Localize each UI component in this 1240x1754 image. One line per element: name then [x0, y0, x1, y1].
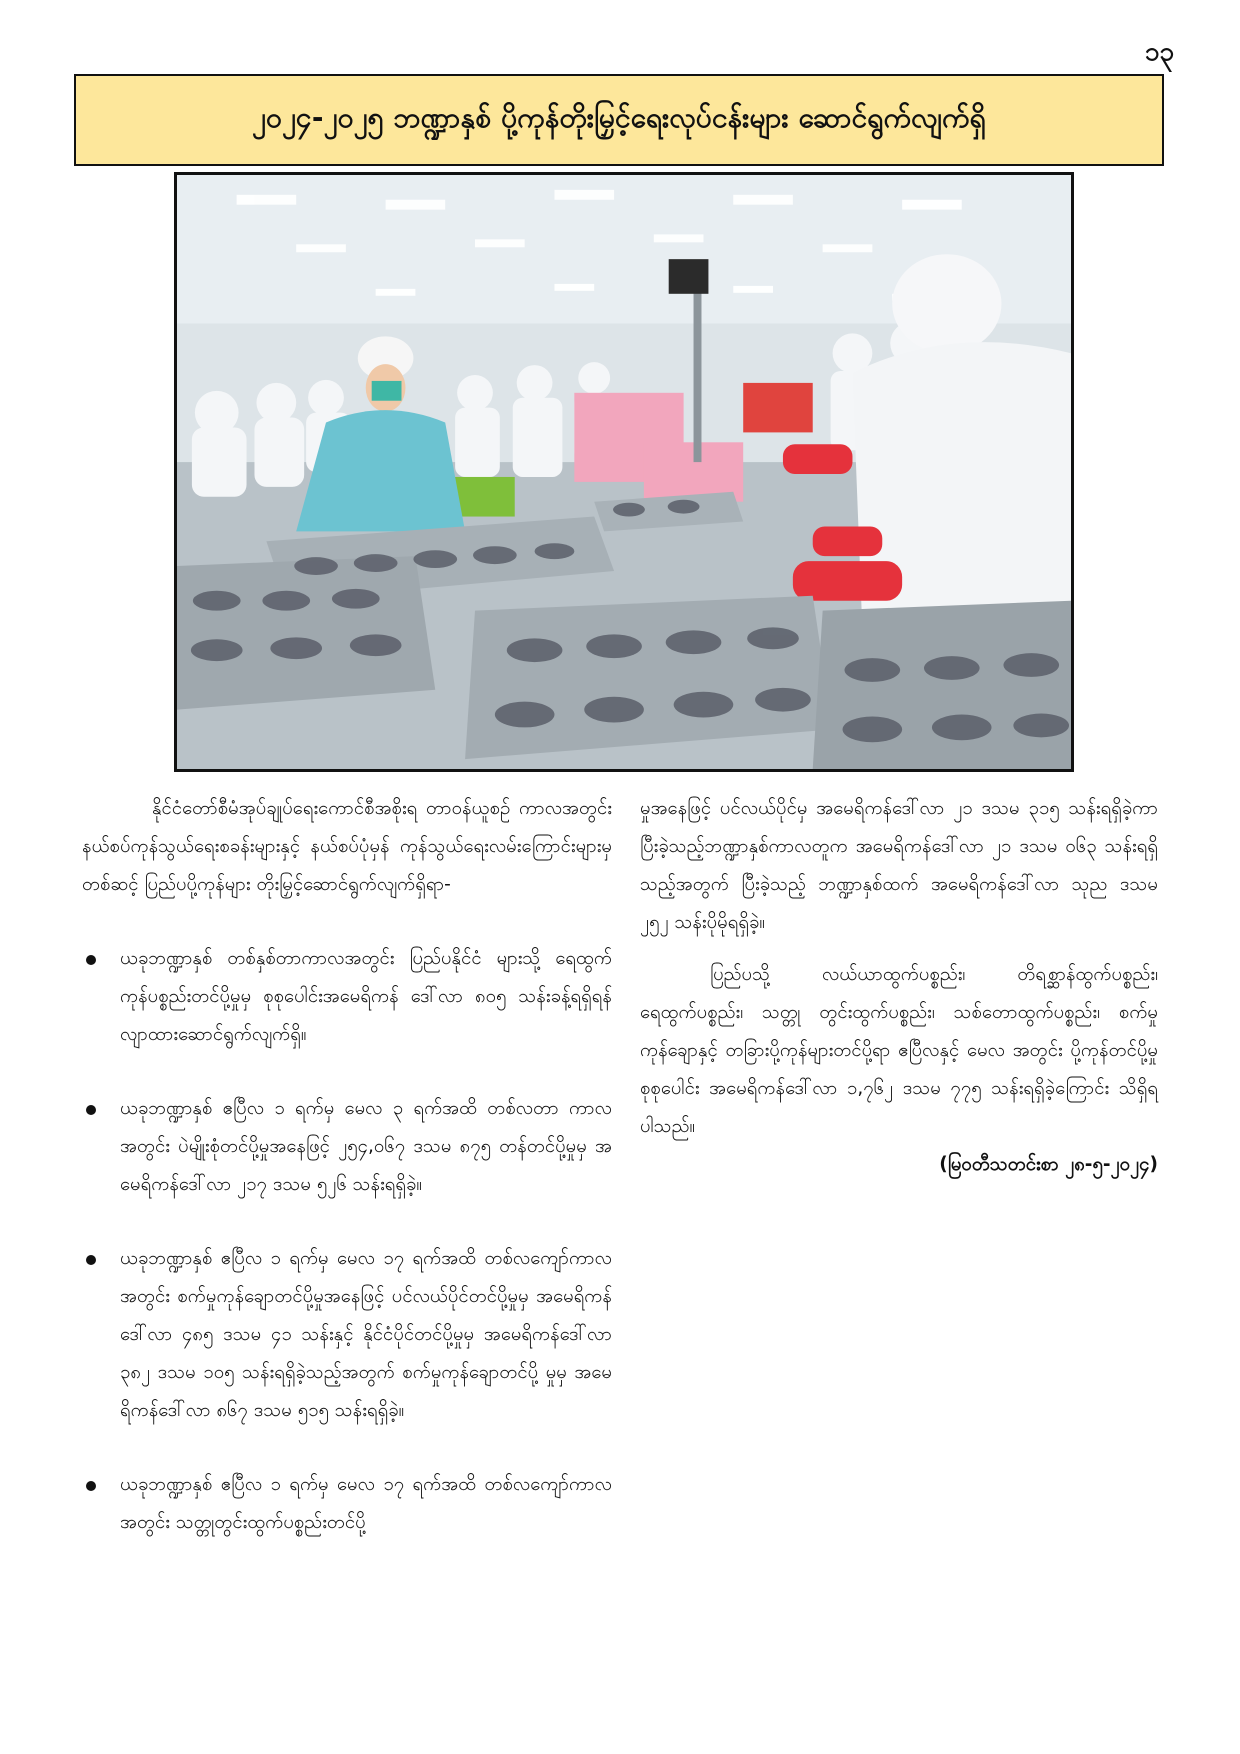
bullet-icon [86, 955, 96, 965]
factory-photo [174, 172, 1074, 772]
left-column [82, 790, 612, 1542]
bullet-icon [86, 1481, 96, 1491]
page-title: ၂၀၂၄-၂၀၂၅ ဘဏ္ဍာနှစ် ပို့ကုန်တိုးမြှင့်ရေးလုပ်ငန်းများ ဆောင်ရွက်လျက်ရှိ [252, 101, 986, 134]
bullet-icon [86, 1255, 96, 1265]
bullet-icon [86, 1105, 96, 1115]
right-column [640, 790, 1158, 1184]
list-item: ယခုဘဏ္ဍာနှစ် ဧပြီလ ၁ ရက်မှ မေလ ၁၇ ရက်အထိ တစ်လကျော်ကာလအတွင်း သတ္တုတွင်းထွက်ပစ္စည်းတင်ပို့ [82, 1466, 612, 1542]
list-item: ယခုဘဏ္ဍာနှစ် ဧပြီလ ၁ ရက်မှ မေလ ၃ ရက်အထိ တစ်လတာ ကာလအတွင်း ပဲမျိုးစုံတင်ပို့မှုအနေဖြင့် ၂၅၄,၀၆၇ ဒသမ ၈၇၅ တန်တင်ပို့မှုမှ အမေရိကန်ဒေါ်လာ ၂၁၇ ဒသမ ၅၂၆ သန်းရရှိခဲ့။ [82, 1090, 612, 1204]
summary-paragraph: ပြည်ပသို့ လယ်ယာထွက်ပစ္စည်း၊ တိရစ္ဆာန်ထွက်ပစ္စည်း၊ ရေထွက်ပစ္စည်း၊ သတ္တု တွင်းထွက်ပစ္စည်း၊ သစ်တောထွက်ပစ္စည်း၊ စက်မှုကုန်ချောနှင့် တခြားပို့ကုန်များတင်ပို့ရာ ဧပြီလနှင့် မေလ အတွင်း ပို့ကုန်တင်ပို့မှုစုစုပေါင်း အမေရိကန်ဒေါ်လာ ၁,၇၆၂ ဒသမ ၇၇၅ သန်းရရှိခဲ့ကြောင်း သိရှိရပါသည်။ [640, 964, 1158, 1137]
continuation-paragraph: မှုအနေဖြင့် ပင်လယ်ပိုင်မှ အမေရိကန်ဒေါ်လာ ၂၁ ဒသမ ၃၁၅ သန်းရရှိခဲ့ကာ ပြီးခဲ့သည့်ဘဏ္ဍာနှစ်ကာလတူက အမေရိကန်ဒေါ်လာ ၂၁ ဒသမ ၀၆၃ သန်းရရှိသည့်အတွက် ပြီးခဲ့သည့် ဘဏ္ဍာနှစ်ထက် အမေရိကန်ဒေါ်လာ သုည ဒသမ ၂၅၂ သန်းပိုမိုရရှိခဲ့။ [640, 798, 1158, 933]
intro-paragraph: နိုင်ငံတော်စီမံအုပ်ချုပ်ရေးကောင်စီအစိုးရ တာဝန်ယူစဉ် ကာလအတွင်း နယ်စပ်ကုန်သွယ်ရေးစခန်းများနှင့် နယ်စပ်ပုံမှန် ကုန်သွယ်ရေးလမ်းကြောင်းများမှတစ်ဆင့် ပြည်ပပို့ကုန်များ တိုးမြှင့်ဆောင်ရွက်လျက်ရှိရာ- [82, 798, 612, 895]
list-item: ယခုဘဏ္ဍာနှစ် ဧပြီလ ၁ ရက်မှ မေလ ၁၇ ရက်အထိ တစ်လကျော်ကာလအတွင်း စက်မှုကုန်ချောတင်ပို့မှုအနေဖြင့် ပင်လယ်ပိုင်တင်ပို့မှုမှ အမေရိကန်ဒေါ်လာ ၄၈၅ ဒသမ ၄၁ သန်းနှင့် နိုင်ငံပိုင်တင်ပို့မှုမှ အမေရိကန်ဒေါ်လာ ၃၈၂ ဒသမ ၁၀၅ သန်းရရှိခဲ့သည့်အတွက် စက်မှုကုန်ချောတင်ပို့ မှုမှ အမေရိကန်ဒေါ်လာ ၈၆၇ ဒသမ ၅၁၅ သန်းရရှိခဲ့။ [82, 1240, 612, 1430]
headline-banner [74, 74, 1164, 166]
page-number: ၁၃ [1144, 37, 1174, 67]
bullet-list [82, 940, 612, 1542]
source-citation: (မြဝတီသတင်းစာ ၂၈-၅-၂၀၂၄) [939, 1154, 1158, 1175]
list-item: ယခုဘဏ္ဍာနှစ် တစ်နှစ်တာကာလအတွင်း ပြည်ပနိုင်ငံ များသို့ ရေထွက်ကုန်ပစ္စည်းတင်ပို့မှုမှ စုစုပေါင်းအမေရိကန် ဒေါ်လာ ၈၀၅ သန်းခန့်ရရှိရန် လျာထားဆောင်ရွက်လျက်ရှိ။ [82, 940, 612, 1054]
